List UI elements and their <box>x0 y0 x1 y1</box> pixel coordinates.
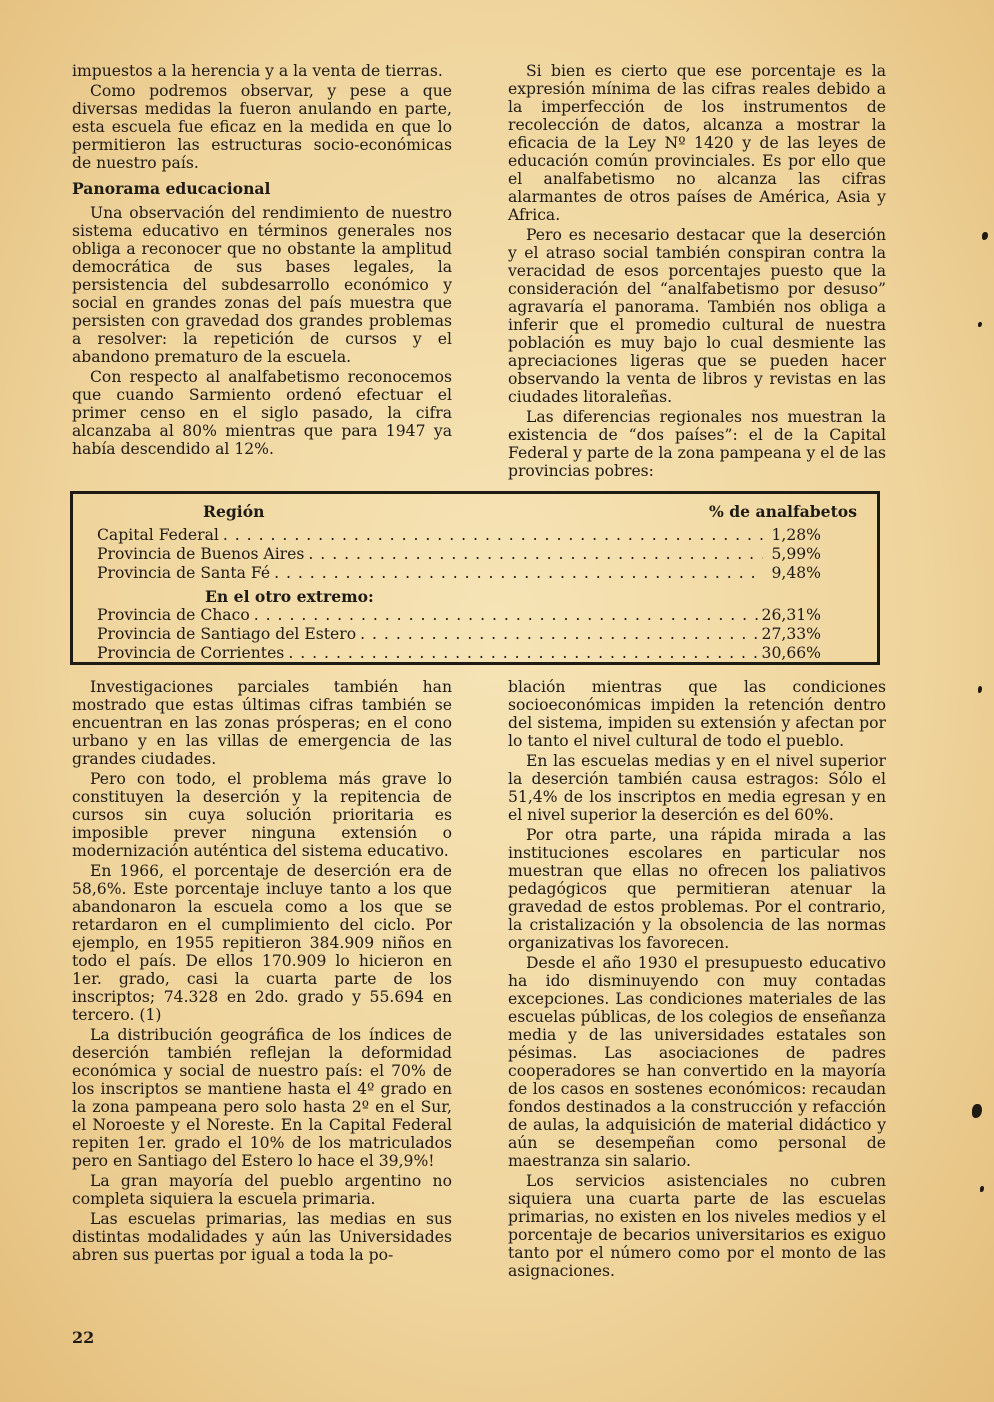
ink-speck <box>978 322 982 327</box>
region-name: Provincia de Chaco <box>97 606 250 624</box>
region-value: 9,48% <box>771 564 821 582</box>
ink-speck <box>978 686 982 693</box>
paragraph: Por otra parte, una rápida mirada a las instituciones escolares en particular nos muestran que ellas no ofrecen los paliativos pedagógicos que permitieran atenuar la gravedad de estos problemas. Por el contrario, la cristalización y la obsolencia de las normas organizativas los favorecen. <box>508 826 886 952</box>
paragraph: impuestos a la herencia y a la venta de tierras. <box>72 62 443 80</box>
table-row <box>73 564 877 583</box>
paragraph: En las escuelas medias y en el nivel superior la deserción también causa estragos: Sólo el 51,4% de los inscriptos en media egresan y en el nivel superior la deserción es del 60%. <box>508 752 886 824</box>
region-name: Capital Federal <box>97 526 219 544</box>
table-row <box>73 644 877 663</box>
column-top-left <box>72 62 452 460</box>
table-row <box>73 526 877 545</box>
region-name: Provincia de Santiago del Estero <box>97 625 357 643</box>
page-number: 22 <box>72 1328 95 1347</box>
paragraph: Pero con todo, el problema más grave lo constituyen la deserción y la repitencia de cursos sin cuya solución prioritaria es imposible prever ninguna extensión o modernización auténtica del sistema educativo. <box>72 770 452 860</box>
header-percentage: % de analfabetos <box>709 502 857 521</box>
paragraph: En 1966, el porcentaje de deserción era de 58,6%. Este porcentaje incluye tanto a los que abandonaron la escuela como a los que se retardaron en el cumplimiento del ciclo. Por ejemplo, en 1955 repitieron 384.909 niños en todo el país. De ellos 170.909 lo hicieron en 1er. grado, casi la cuarta parte de los inscriptos; 74.328 en 2do. grado y 55.694 en tercero. (1) <box>72 862 452 1024</box>
paragraph: Si bien es cierto que ese porcentaje es la expresión mínima de las cifras reales debido a la imperfección de los instrumentos de recolección de datos, alcanza a mostrar la eficacia de la Ley Nº 1420 y de las leyes de educación común provinciales. Es por ello que el analfabetismo no alcanza las cifras alarmantes de otros países de América, Asia y Africa. <box>508 62 886 224</box>
region-name: Provincia de Buenos Aires <box>97 545 305 563</box>
region-name: Provincia de Corrientes <box>97 644 285 662</box>
table-row <box>73 545 877 564</box>
paragraph: Desde el año 1930 el presupuesto educativo ha ido disminuyendo con muy contadas excepciones. Las condiciones materiales de las escuelas públicas, de los colegios de enseñanza media y de las universidades estatales son pésimas. Las asociaciones de padres cooperadores se han convertido en la mayoría de los casos en sostenes económicos: recaudan fondos destinados a la construcción y refacción de aulas, la adquisición de material didáctico y aún se desempeñan como personal de maestranza sin salario. <box>508 954 886 1170</box>
column-top-right <box>508 62 886 482</box>
table-subheading: En el otro extremo: <box>205 587 374 606</box>
illiteracy-table <box>70 491 880 665</box>
table-header <box>73 502 877 526</box>
paragraph: Con respecto al analfabetismo reconocemos que cuando Sarmiento ordenó efectuar el primer censo en el siglo pasado, la cifra alcanzaba al 80% mientras que para 1947 ya había descendido al 12%. <box>72 368 452 458</box>
ink-speck <box>972 1104 982 1118</box>
paragraph: Investigaciones parciales también han mostrado que estas últimas cifras también se encuentran en las zonas prósperas; en el cono urbano y en las villas de emergencia de las grandes ciudades. <box>72 678 452 768</box>
paragraph: Una observación del rendimiento de nuestro sistema educativo en términos generales nos obliga a reconocer que no obstante la amplitud democrática de sus bases legales, la persistencia del subdesarrollo económico y social en grandes zonas del país muestra que persisten con gravedad dos grandes problemas a resolver: la repetición de cursos y el abandono prematuro de la escuela. <box>72 204 452 366</box>
column-bottom-left <box>72 678 452 1266</box>
region-name: Provincia de Santa Fé <box>97 564 271 582</box>
column-bottom-right <box>508 678 886 1282</box>
ink-speck <box>980 1186 984 1192</box>
region-value: 1,28% <box>771 526 821 544</box>
paragraph: Como podremos observar, y pese a que diversas medidas la fueron anulando en parte, esta escuela fue eficaz en la medida en que lo permitieron las estructuras socio-económicas de nuestro país. <box>72 82 452 172</box>
header-region: Región <box>203 502 265 521</box>
region-value: 5,99% <box>771 545 821 563</box>
region-value: 30,66% <box>761 644 821 662</box>
paragraph: Las diferencias regionales nos muestran la existencia de “dos países”: el de la Capital Federal y parte de la zona pampeana y el de las provincias pobres: <box>508 408 886 480</box>
table-row <box>73 606 877 625</box>
ink-speck <box>982 232 988 240</box>
region-value: 26,31% <box>761 606 821 624</box>
paragraph: Las escuelas primarias, las medias en sus distintas modalidades y aún las Universidades abren sus puertas por igual a toda la po- <box>72 1210 452 1264</box>
paragraph: Pero es necesario destacar que la deserción y el atraso social también conspiran contra la veracidad de esos porcentajes puesto que la consideración del “analfabetismo por desuso” agravaría el panorama. También nos obliga a inferir que el promedio cultural de nuestra población es muy bajo lo cual desmiente las apreciaciones ligeras que se pueden hacer observando la venta de libros y revistas en las ciudades litoraleñas. <box>508 226 886 406</box>
paragraph: La distribución geográfica de los índices de deserción también reflejan la deformidad económica y social de nuestro país: el 70% de los inscriptos se mantiene hasta el 4º grado en la zona pampeana pero solo hasta 2º en el Sur, el Noroeste y el Noreste. En la Capital Federal repiten 1er. grado el 10% de los matriculados pero en Santiago del Estero lo hace el 39,9%! <box>72 1026 452 1170</box>
paragraph: La gran mayoría del pueblo argentino no completa siquiera la escuela primaria. <box>72 1172 452 1208</box>
paragraph: Los servicios asistenciales no cubren siquiera una cuarta parte de las escuelas primarias, no existen en los niveles medios y el porcentaje de becarios universitarios es exiguo tanto por el número como por el monto de las asignaciones. <box>508 1172 886 1280</box>
table-row <box>73 625 877 644</box>
region-value: 27,33% <box>761 625 821 643</box>
section-heading: Panorama educacional <box>72 179 271 198</box>
paragraph: blación mientras que las condiciones socioeconómicas impiden la retención dentro del sistema, impiden su extensión y afectan por lo tanto el nivel cultural de todo el pueblo. <box>508 678 886 750</box>
